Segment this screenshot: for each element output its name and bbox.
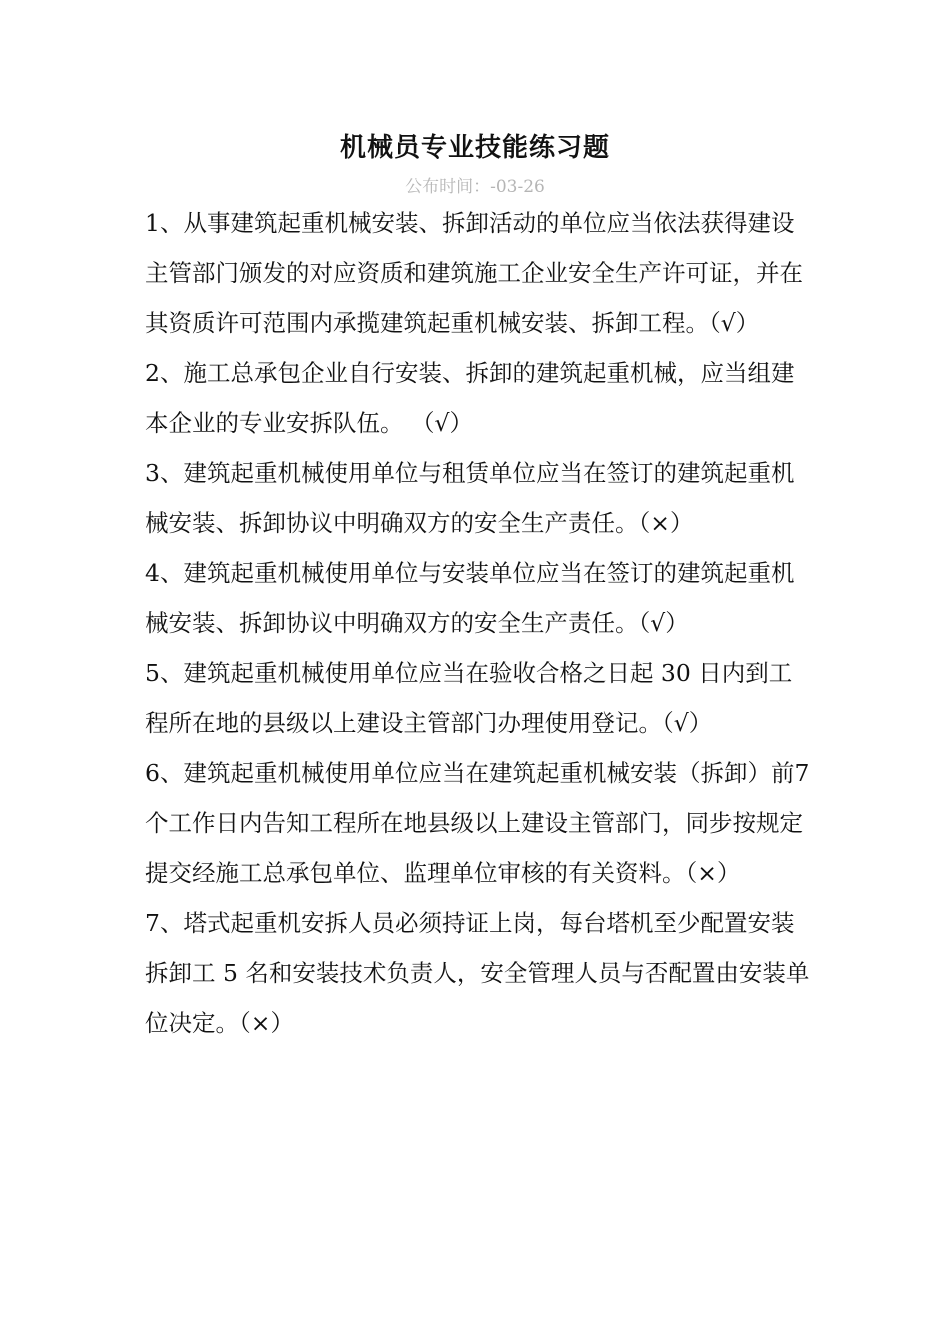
question-item: 3、建筑起重机械使用单位与租赁单位应当在签订的建筑起重机械安装、拆卸协议中明确双方的安全生产责任。（×） bbox=[145, 459, 795, 537]
document-title: 机械员专业技能练习题 bbox=[339, 133, 610, 163]
question-item: 6、建筑起重机械使用单位应当在建筑起重机械安装（拆卸）前7 个工作日内告知工程所在地县级以上建设主管部门，同步按规定提交经施工总承包单位、监理单位审核的有关资料。（×） bbox=[145, 759, 810, 887]
question-item: 1、从事建筑起重机械安装、拆卸活动的单位应当依法获得建设主管部门颁发的对应资质和建筑施工企业安全生产许可证，并在其资质许可范围内承揽建筑起重机械安装、拆卸工程。（√） bbox=[145, 209, 803, 337]
question-item: 5、建筑起重机械使用单位应当在验收合格之日起 30 日内到工程所在地的县级以上建设主管部门办理使用登记。（√） bbox=[145, 659, 793, 737]
question-item: 7、塔式起重机安拆人员必须持证上岗，每台塔机至少配置安装拆卸工 5 名和安装技术负责人，安全管理人员与否配置由安装单位决定。（×） bbox=[145, 909, 810, 1037]
question-list bbox=[145, 198, 810, 1048]
question-item: 2、施工总承包企业自行安装、拆卸的建筑起重机械，应当组建本企业的专业安拆队伍。 （√） bbox=[145, 359, 795, 437]
publish-date: 公布时间：-03-26 bbox=[405, 177, 545, 197]
question-item: 4、建筑起重机械使用单位与安装单位应当在签订的建筑起重机械安装、拆卸协议中明确双方的安全生产责任。（√） bbox=[145, 559, 795, 637]
